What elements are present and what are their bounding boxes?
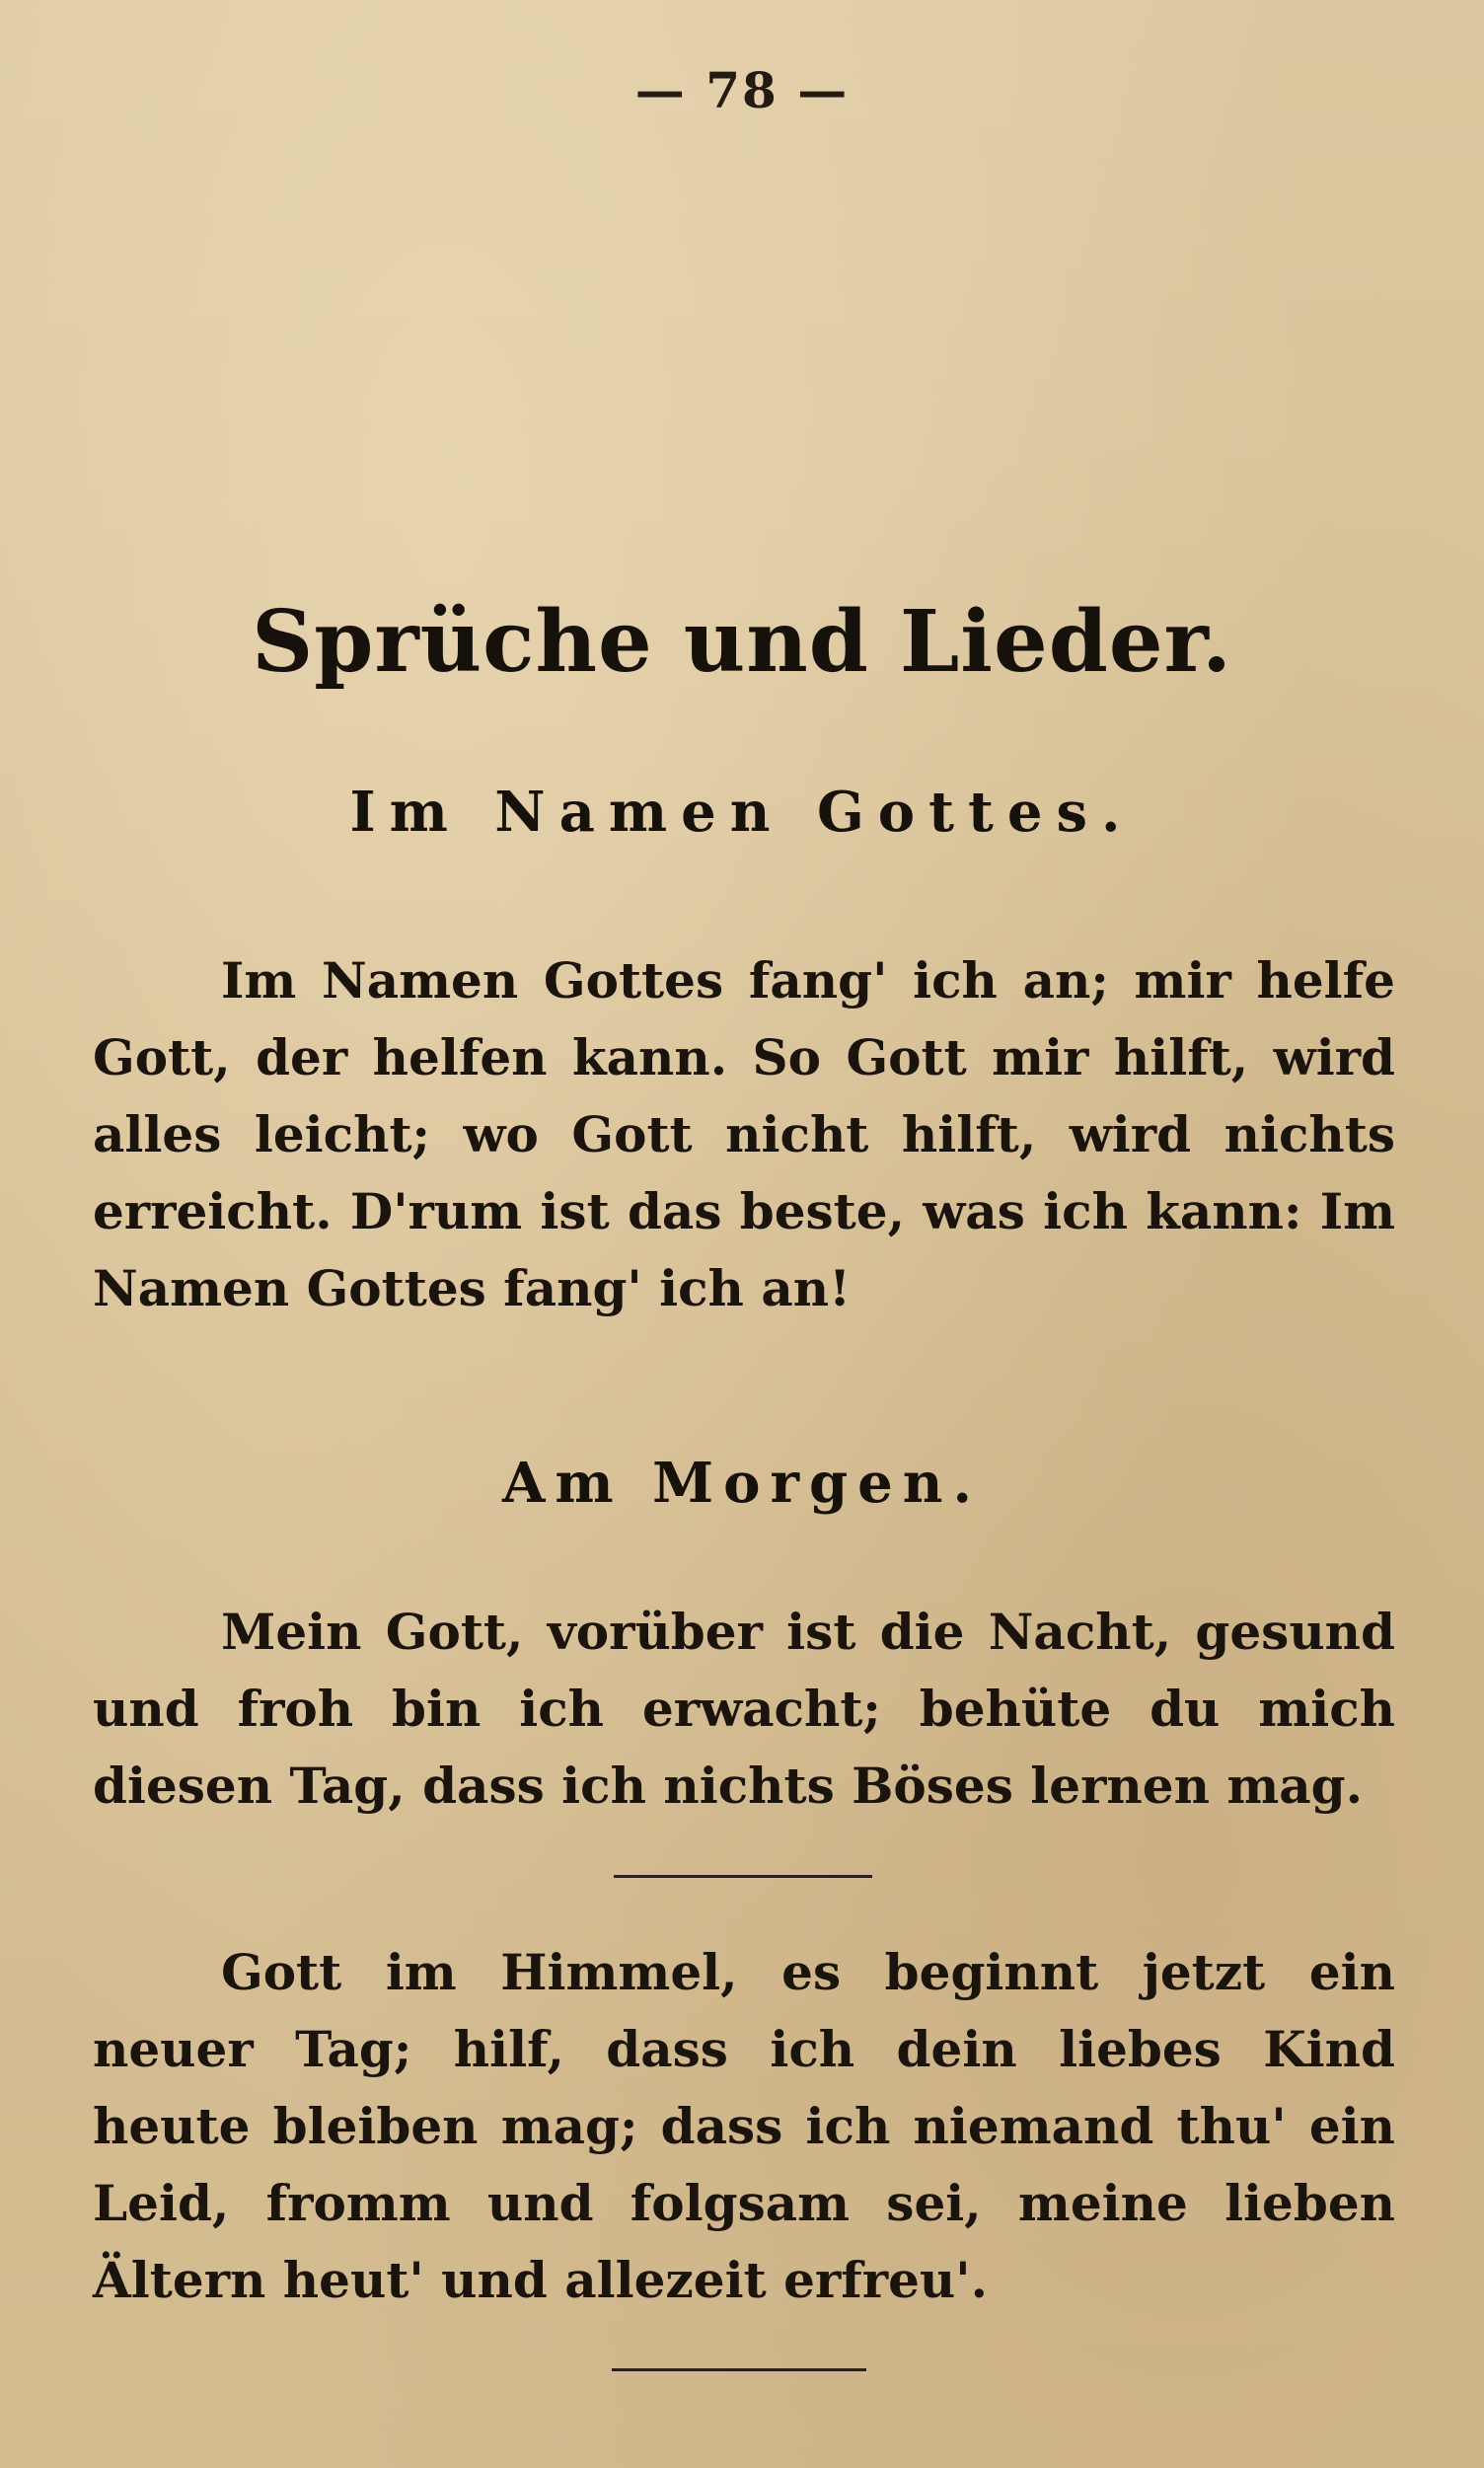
poem-title-am-morgen: Am Morgen.	[501, 1451, 983, 1516]
poem-text-am-morgen: Mein Gott, vorüber ist die Nacht, gesund und froh bin ich erwacht; behüte du mich diesen Tag, dass ich nichts Böses lernen mag.	[93, 1603, 1395, 1815]
poem-text-gott-im-himmel: Gott im Himmel, es beginnt jetzt ein neuer Tag; hilf, dass ich dein liebes Kind heute bleiben mag; dass ich niemand thu' ein Leid, fromm und folgsam sei, meine lieben Ältern heut' und allezeit erfreu'.	[93, 1943, 1395, 2309]
page-number: — 78 —	[634, 61, 850, 119]
section-title: Sprüche und Lieder.	[252, 592, 1232, 692]
poem-title-im-namen-gottes: Im Namen Gottes.	[349, 780, 1135, 845]
divider-line	[612, 2368, 866, 2371]
poem-text-im-namen-gottes: Im Namen Gottes fang' ich an; mir helfe Gott, der helfen kann. So Gott mir hilft, wird alles leicht; wo Gott nicht hilft, wird nichts erreicht. D'rum ist das beste, was ich kann: Im Namen Gottes fang' ich an!	[93, 951, 1395, 1317]
divider-line	[614, 1875, 872, 1878]
